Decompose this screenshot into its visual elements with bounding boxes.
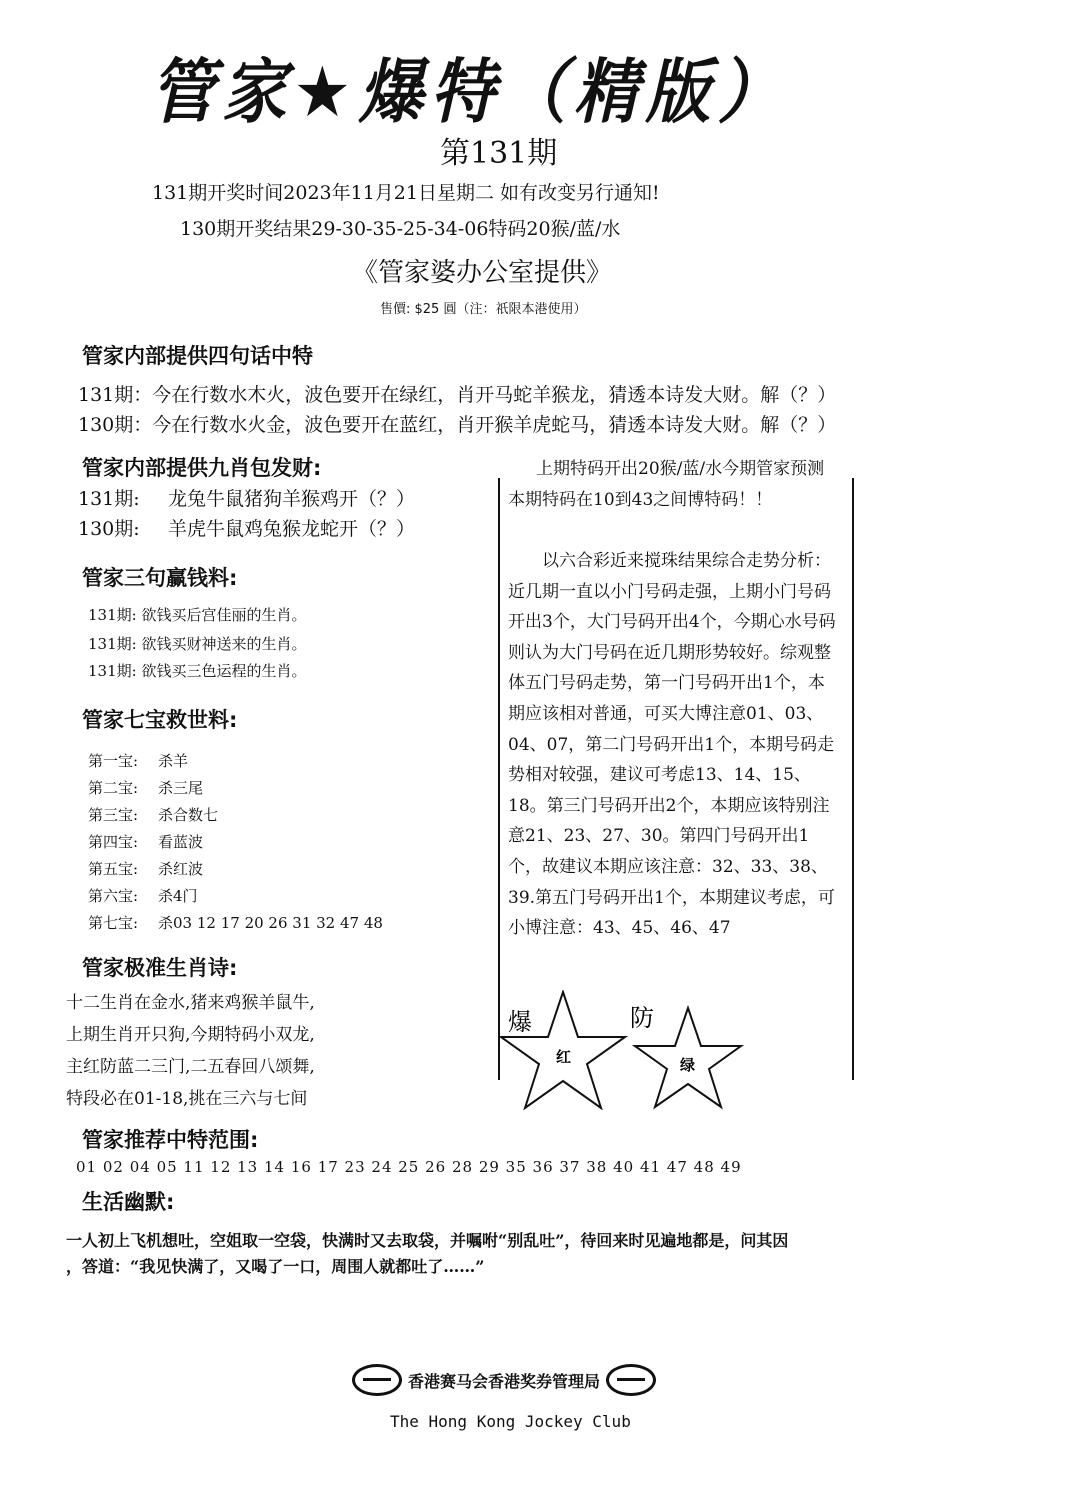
humor-line-1: 一人初上飞机想吐，空姐取一空袋，快满时又去取袋，并嘱咐“别乱吐”，待回来时见遍地都是，问其因 (66, 1231, 789, 1250)
footer-club: The Hong Kong Jockey Club (390, 1412, 631, 1431)
star2-text: 绿 (680, 1056, 696, 1074)
nine-zodiac-text-131: 龙兔牛鼠猪狗羊猴鸡开（？） (168, 488, 416, 510)
treasure-label: 第二宝: (88, 779, 139, 797)
treasure-label: 第五宝: (88, 860, 139, 878)
analysis-intro: 上期特码开出20猴/蓝/水今期管家预测本期特码在10到43之间博特码！！ (508, 459, 825, 510)
treasure-label: 第一宝: (88, 752, 139, 770)
three-sentence-line: 131期: 欲钱买三色运程的生肖。 (88, 662, 307, 680)
range-numbers: 01 02 04 05 11 12 13 14 16 17 23 24 25 26 28 29 35 36 37 38 40 41 47 48 49 (76, 1158, 742, 1176)
treasure-value: 看蓝波 (158, 833, 204, 851)
three-sentence-line: 131期: 欲钱买后宫佳丽的生肖。 (88, 606, 307, 624)
footer-logo-row (352, 1364, 656, 1396)
treasure-value: 杀4门 (158, 887, 198, 905)
stars-graphic (498, 990, 852, 1110)
treasure-value: 杀合数七 (158, 806, 219, 824)
price-note: 售價: $25 圓（注：祇限本港使用） (380, 302, 587, 317)
four-sentence-line-130: 130期：今在行数水火金，波色要开在蓝红，肖开猴羊虎蛇马，猜透本诗发大财。解（？） (78, 414, 837, 436)
humor-line-2: ，答道：“我见快满了，又喝了一口，周围人就都吐了……” (66, 1257, 485, 1276)
jockey-club-emblem-icon (352, 1364, 402, 1396)
poem-line: 十二生肖在金水,猪来鸡猴羊鼠牛, (66, 993, 315, 1013)
treasure-label: 第六宝: (88, 887, 139, 905)
treasure-value: 杀羊 (158, 752, 189, 770)
treasure-label: 第七宝: (88, 914, 139, 932)
analysis-body: 以六合彩近来搅珠结果综合走势分析：近几期一直以小门号码走强，上期小门号码开出3个，大门号码开出4个，今期心水号码则认为大门号码在近几期形势较好。综观整体五门号码走势，第一门号码开出1个，本期应该相对普通，可买大博注意01、03、04、07，第二门号码开出1个，本期号码走势相对较强，建议可考虑13、14、15、18。第三门号码开出2个，本期应该特别注意21、23、27、30。第四门号码开出1个，故建议本期应该注意：32、33、38、39.第五门号码开出1个，本期建议考虑，可小博注意：43、45、46、47 (508, 551, 836, 939)
star1-text: 红 (556, 1048, 572, 1066)
treasure-value: 杀03 12 17 20 26 31 32 47 48 (158, 914, 383, 932)
poem-line: 上期生肖开只狗,今期特码小双龙, (66, 1025, 315, 1045)
fang-label: 防 (630, 1004, 654, 1032)
nine-zodiac-period-131: 131期: (78, 488, 140, 510)
title-part1: 管家 (150, 51, 294, 133)
seven-treasures-heading: 管家七宝救世料: (82, 708, 238, 732)
four-sentence-line-131: 131期：今在行数水木火，波色要开在绿红，肖开马蛇羊猴龙，猜透本诗发大财。解（？） (78, 384, 837, 406)
three-sentence-line: 131期: 欲钱买财神送来的生肖。 (88, 635, 307, 653)
treasure-label: 第三宝: (88, 806, 139, 824)
nine-zodiac-period-130: 130期: (78, 518, 140, 540)
issue-number: 第131期 (440, 136, 558, 171)
last-result: 130期开奖结果29-30-35-25-34-06特码20猴/蓝/水 (180, 218, 621, 240)
draw-time: 131期开奖时间2023年11月21日星期二 如有改变另行通知! (152, 182, 660, 204)
nine-zodiac-heading: 管家内部提供九肖包发财: (82, 456, 322, 480)
nine-zodiac-text-130: 羊虎牛鼠鸡兔猴龙蛇开（？） (168, 518, 416, 540)
three-sentence-heading: 管家三句赢钱料: (82, 566, 238, 590)
provider-line: 《管家婆办公室提供》 (352, 258, 613, 288)
treasure-value: 杀三尾 (158, 779, 204, 797)
humor-heading: 生活幽默: (82, 1190, 175, 1214)
page-title (150, 36, 789, 137)
poem-line: 主红防蓝二三门,二五春回八颂舞, (66, 1057, 315, 1077)
title-part2: 爆特（精版） (358, 51, 790, 133)
treasure-label: 第四宝: (88, 833, 139, 851)
poem-line: 特段必在01-18,挑在三六与七间 (66, 1089, 308, 1109)
star-icon: ★ (293, 51, 359, 133)
bao-label: 爆 (508, 1008, 532, 1036)
footer-org: 香港赛马会香港奖券管理局 (408, 1371, 601, 1391)
jockey-club-emblem-icon (606, 1364, 656, 1396)
treasure-value: 杀红波 (158, 860, 204, 878)
poem-heading: 管家极准生肖诗: (82, 956, 238, 980)
range-heading: 管家推荐中特范围: (82, 1128, 259, 1152)
four-sentence-heading: 管家内部提供四句话中特 (82, 344, 313, 368)
